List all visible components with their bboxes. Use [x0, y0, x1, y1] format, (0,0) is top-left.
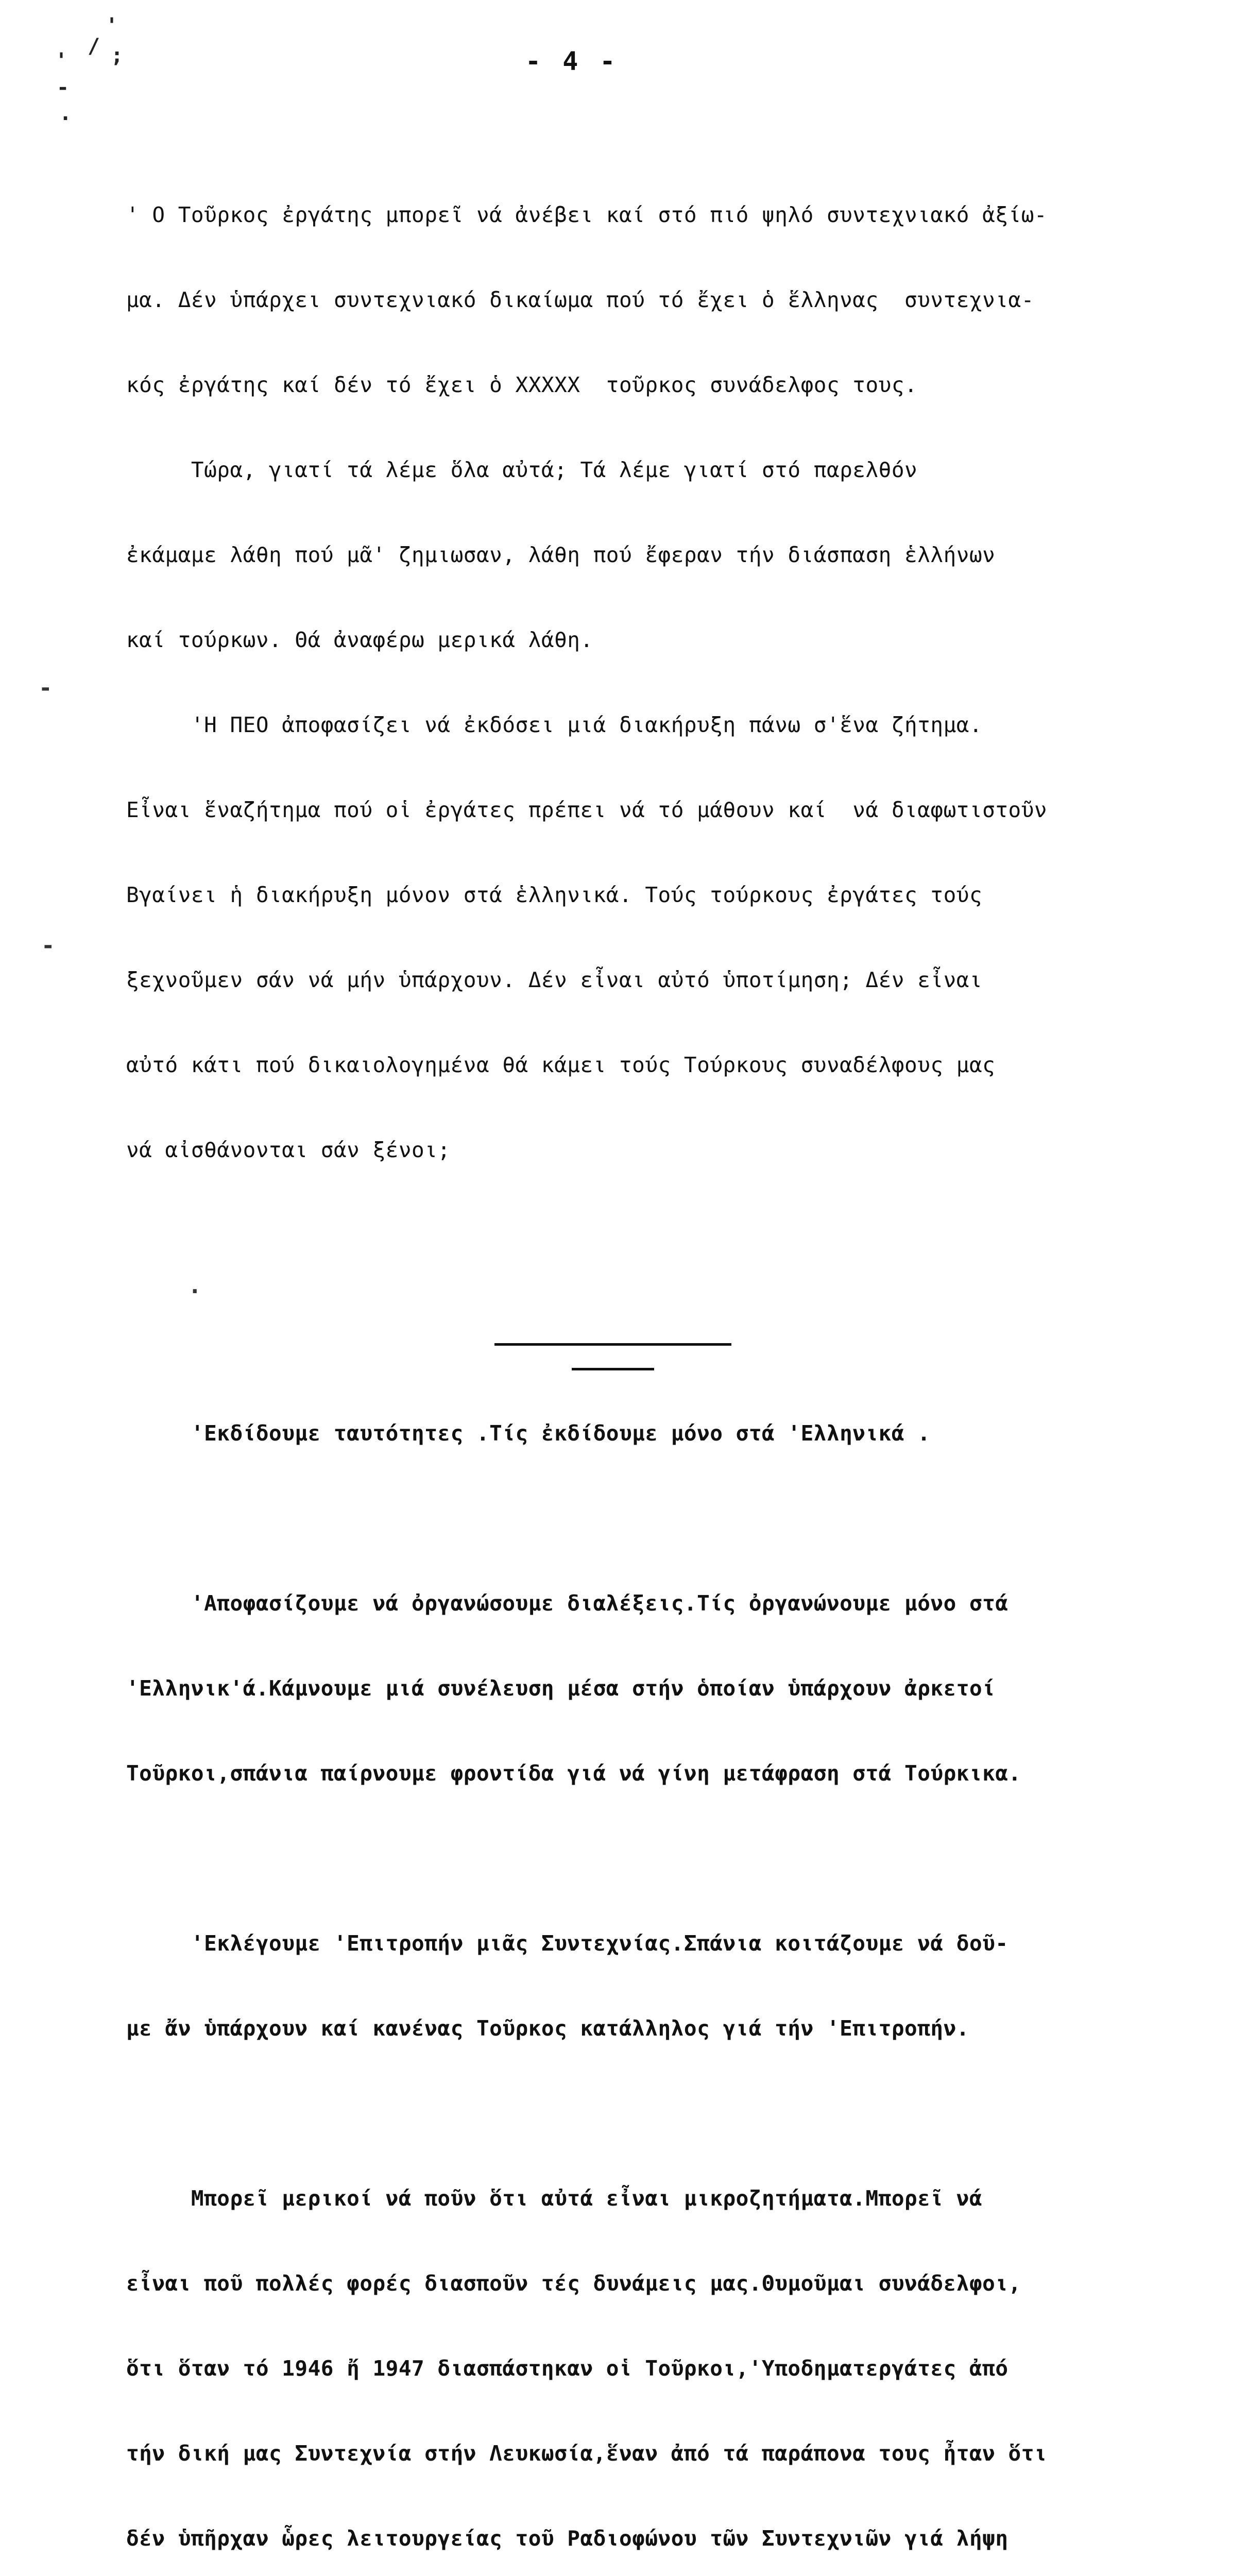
- text-line: δέν ὑπῆρχαν ὧρες λειτουργείας τοῦ Ραδιοφώνου τῶν Συντεχνιῶν γιά λήψη: [126, 2526, 1008, 2551]
- text-line: ἐκάμαμε λάθη πού μᾶ' ζημιωσαν, λάθη πού ἔφεραν τήν διάσπαση ἑλλήνων: [126, 543, 996, 567]
- text-line: [126, 1504, 1228, 1533]
- text-line: μα. Δέν ὑπάρχει συντεχνιακό δικαίωμα πού τό ἔχει ὁ ἕλληνας συντεχνια-: [126, 287, 1034, 312]
- text-line: [126, 1844, 1228, 1873]
- text-line: Τώρα, γιατί τά λέμε ὅλα αὐτά; Τά λέμε γιατί στό παρελθόν: [126, 457, 918, 482]
- text-line: 'Ελληνικ'ά.Κάμνουμε μιά συνέλευση μέσα στήν ὁποίαν ὑπάρχουν ἀρκετοί: [126, 1676, 996, 1701]
- text-line: ξεχνοῦμεν σάν νά μήν ὑπάρχουν. Δέν εἶναι αὐτό ὑποτίμηση; Δέν εἶναι: [126, 968, 983, 992]
- text-line: ὅτι ὅταν τό 1946 ἤ 1947 διασπάστηκαν οἱ Τοῦρκοι,'Υποδηματεργάτες ἀπό: [126, 2356, 1008, 2381]
- margin-mark: ': [106, 14, 118, 38]
- text-line: κός ἐργάτης καί δέν τό ἔχει ὁ XXXXX τοῦρκος συνάδελφος τους.: [126, 372, 918, 397]
- text-line: εἶναι ποῦ πολλές φορές διασποῦν τές δυνάμεις μας.Θυμοῦμαι συνάδελφοι,: [126, 2271, 1021, 2296]
- margin-mark: .: [59, 101, 72, 125]
- closing-rule-short: [572, 1368, 654, 1370]
- text-line: αὐτό κάτι πού δικαιολογημένα θά κάμει τούς Τούρκους συναδέλφους μας: [126, 1053, 996, 1077]
- stray-mark: -: [41, 933, 55, 959]
- stray-mark: -: [39, 675, 53, 701]
- margin-mark: -: [57, 76, 70, 99]
- text-line: 'Εκλέγουμε 'Επιτροπήν μιᾶς Συντεχνίας.Σπάνια κοιτάζουμε νά δοῦ-: [126, 1931, 1008, 1956]
- section-light: [126, 144, 1228, 1221]
- text-line: Μπορεῖ μερικοί νά ποῦν ὅτι αὐτά εἶναι μικροζητήματα.Μπορεῖ νά: [126, 2186, 983, 2211]
- text-line: 'Αποφασίζουμε νά ὀργανώσουμε διαλέξεις.Τίς ὀργανώνουμε μόνο στά: [126, 1591, 1008, 1616]
- stray-mark: .: [188, 1273, 202, 1299]
- text-line: 'Εκδίδουμε ταυτότητες .Τίς ἐκδίδουμε μόνο στά 'Ελληνικά .: [126, 1421, 931, 1446]
- margin-mark: ;: [111, 44, 124, 67]
- text-line: 'Η ΠΕΟ ἀποφασίζει νά ἐκδόσει μιά διακήρυξη πάνω σ'ἕνα ζήτημα.: [126, 713, 983, 737]
- margin-mark: /: [88, 35, 100, 58]
- text-line: τήν δική μας Συντεχνία στήν Λευκωσία,ἕναν ἀπό τά παράπονα τους ἦταν ὅτι: [126, 2441, 1048, 2466]
- page-number: - 4 -: [525, 46, 619, 76]
- text-line: Βγαίνει ἡ διακήρυξη μόνον στά ἑλληνικά. Τούς τούρκους ἐργάτες τούς: [126, 883, 983, 907]
- closing-rule-long: [494, 1343, 731, 1346]
- text-line: με ἄν ὑπάρχουν καί κανένας Τοῦρκος κατάλληλος γιά τήν 'Επιτροπήν.: [126, 2016, 969, 2041]
- document-body: [126, 88, 1228, 2576]
- text-line: Εἶναι ἕναζήτημα πού οἱ ἐργάτες πρέπει νά τό μάθουν καί νά διαφωτιστοῦν: [126, 798, 1048, 822]
- text-line: [126, 1334, 1228, 1363]
- section-dense: [126, 1278, 1228, 2576]
- text-line: [126, 2099, 1228, 2128]
- text-line: νά αἰσθάνονται σάν ξένοι;: [126, 1138, 451, 1162]
- text-line: καί τούρκων. Θά ἀναφέρω μερικά λάθη.: [126, 628, 593, 652]
- text-line: Τοῦρκοι,σπάνια παίρνουμε φροντίδα γιά νά γίνη μετάφραση στά Τούρκικα.: [126, 1761, 1021, 1786]
- text-line: ' Ο Τοῦρκος ἐργάτης μπορεῖ νά ἀνέβει καί στό πιό ψηλό συντεχνιακό ἀξίω-: [126, 202, 1048, 227]
- margin-mark: ': [55, 49, 68, 73]
